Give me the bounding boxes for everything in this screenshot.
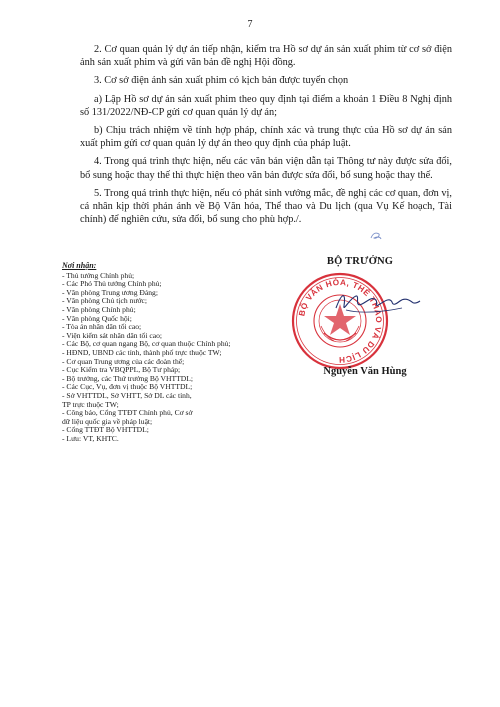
list-item: - Bộ trưởng, các Thứ trưởng Bộ VHTTDL; xyxy=(62,373,194,383)
list-item: - Thủ tướng Chính phủ; xyxy=(62,270,135,280)
list-item: - Các Cục, Vụ, đơn vị thuộc Bộ VHTTDL; xyxy=(62,382,193,392)
signer-name: Nguyễn Văn Hùng xyxy=(323,366,407,377)
ink-mark-icon xyxy=(370,231,382,241)
list-item: dữ liệu quốc gia về pháp luật; xyxy=(62,416,153,426)
paragraph: 2. Cơ quan quản lý dự án tiếp nhận, kiểm tra Hồ sơ dự án sản xuất phim từ cơ sở điện ảnh sản xuất phim và gửi văn bản đề nghị Hội đồng. xyxy=(80,44,452,69)
list-item: - Công báo, Cổng TTĐT Chính phủ, Cơ sở xyxy=(62,408,193,418)
signature-icon xyxy=(332,284,422,319)
paragraph: b) Chịu trách nhiệm về tính hợp pháp, chính xác và trung thực của Hồ sơ dự án sản xuất phim gửi cơ quan quản lý dự án theo quy định của pháp luật. xyxy=(80,125,452,150)
list-item: - Văn phòng Quốc hội; xyxy=(62,313,132,323)
list-item: TP trực thuộc TW; xyxy=(62,399,119,409)
signer-title: BỘ TRƯỞNG xyxy=(326,256,394,267)
list-item: - Các Phó Thủ tướng Chính phủ; xyxy=(62,279,162,289)
list-item: - Cơ quan Trung ương của các đoàn thể; xyxy=(62,356,185,366)
recipients-list xyxy=(62,262,302,443)
list-item: - Sở VHTTDL, Sở VHTT, Sở DL các tỉnh, xyxy=(62,390,192,400)
list-item: - Văn phòng Chủ tịch nước; xyxy=(62,296,147,306)
body-text xyxy=(80,43,452,231)
paragraph: 4. Trong quá trình thực hiện, nếu các văn bản viện dẫn tại Thông tư này được sửa đổi, bổ sung hoặc thay thế thì thực hiện theo văn bản được sửa đổi, bổ sung hoặc thay thế. xyxy=(80,156,452,181)
recipients-title: Nơi nhận: xyxy=(62,261,97,270)
list-item: - HĐND, UBND các tỉnh, thành phố trực thuộc TW; xyxy=(62,347,222,357)
list-item: - Văn phòng Trung ương Đảng; xyxy=(62,287,158,297)
paragraph: 3. Cơ sở điện ảnh sản xuất phim có kịch bản được tuyển chọn xyxy=(94,75,349,87)
signature-block xyxy=(290,256,430,377)
list-item: - Văn phòng Chính phủ; xyxy=(62,304,136,314)
list-item: - Cục Kiểm tra VBQPPL, Bộ Tư pháp; xyxy=(62,365,181,375)
list-item: - Lưu: VT, KHTC. xyxy=(62,433,119,443)
list-item: - Cổng TTĐT Bộ VHTTDL; xyxy=(62,425,149,435)
page-number: 7 xyxy=(247,19,253,30)
list-item: - Tòa án nhân dân tối cao; xyxy=(62,322,142,332)
paragraph: a) Lập Hồ sơ dự án sản xuất phim theo quy định tại điểm a khoản 1 Điều 8 Nghị định số 131/2022/NĐ-CP gửi cơ quan quản lý dự án; xyxy=(80,93,452,118)
paragraph: 5. Trong quá trình thực hiện, nếu có phát sinh vướng mắc, đề nghị các cơ quan, đơn vị, cá nhân kịp thời phản ánh về Bộ Văn hóa, Thể thao và Du lịch (qua Vụ Kế hoạch, Tài chính) để nghiên cứu, sửa đổi, bổ sung cho phù hợp./. xyxy=(80,187,452,226)
list-item: - Các Bộ, cơ quan ngang Bộ, cơ quan thuộc Chính phủ; xyxy=(62,339,231,349)
svg-text:BỘ VĂN HÓA, THỂ THAO VÀ DU LỊC: BỘ VĂN HÓA, THỂ THAO VÀ DU LỊCH xyxy=(297,277,384,365)
list-item: - Viện kiểm sát nhân dân tối cao; xyxy=(62,330,162,340)
